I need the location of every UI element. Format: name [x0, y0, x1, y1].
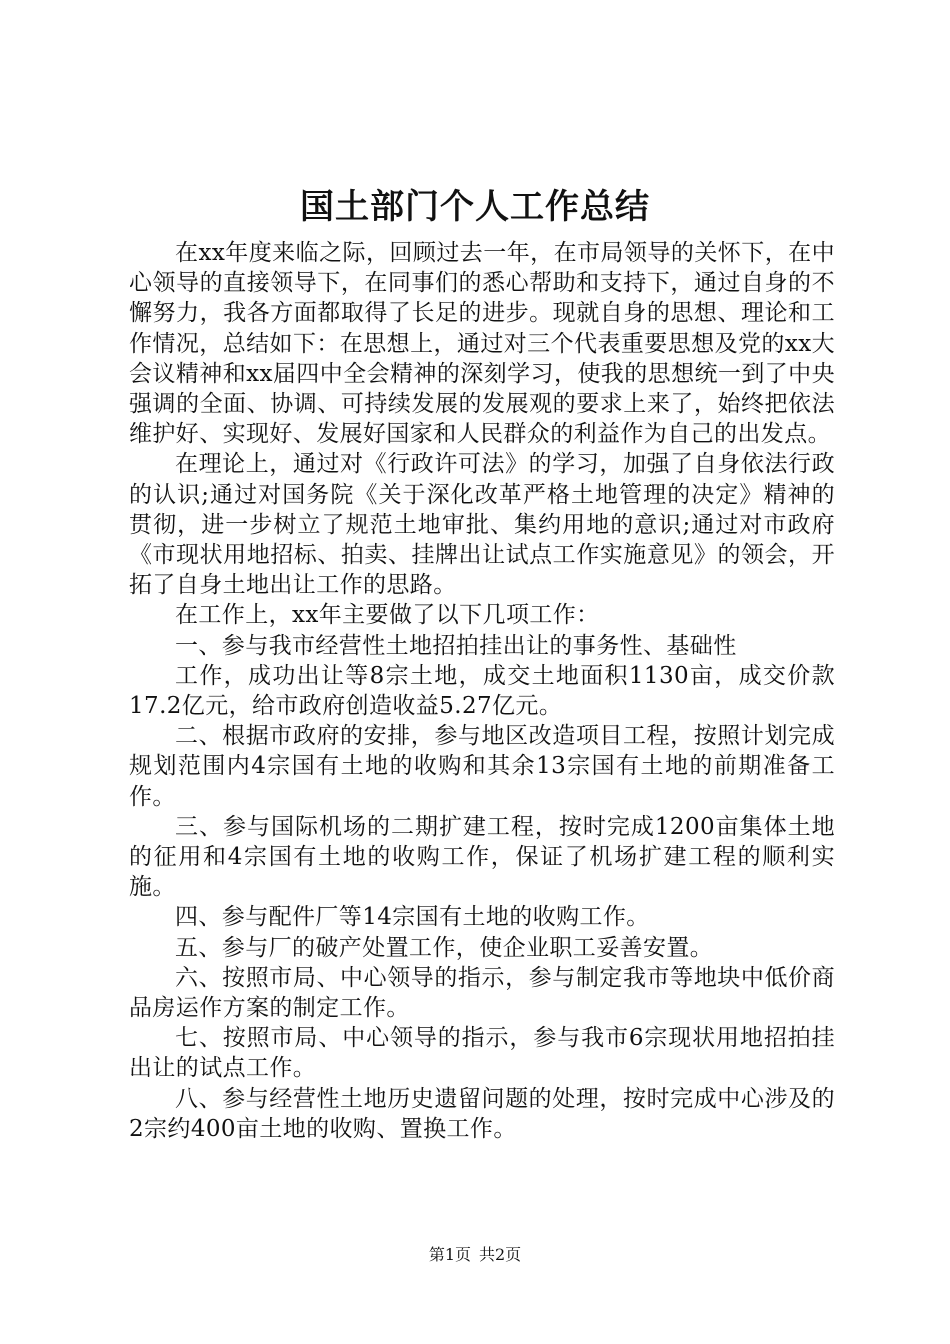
- paragraph-item-1-heading: 一、参与我市经营性土地招拍挂出让的事务性、基础性: [175, 632, 737, 659]
- page-total: 共2页: [479, 1245, 522, 1264]
- paragraph-item-3: 三、参与国际机场的二期扩建工程，按时完成1200亩集体土地的征用和4宗国有土地的收购工作，保证了机场扩建工程的顺利实施。: [129, 813, 835, 901]
- paragraph-item-5: 五、参与厂的破产处置工作，使企业职工妥善安置。: [175, 934, 714, 961]
- document-title: 国土部门个人工作总结: [300, 187, 650, 227]
- paragraph-item-2: 二、根据市政府的安排，参与地区改造项目工程，按照计划完成规划范围内4宗国有土地的收购和其余13宗国有土地的前期准备工作。: [129, 723, 835, 810]
- page-number: 第1页: [428, 1245, 471, 1264]
- paragraph-item-8: 八、参与经营性土地历史遗留问题的处理，按时完成中心涉及的2宗约400亩土地的收购、置换工作。: [129, 1085, 835, 1142]
- paragraph-intro: 在xx年度来临之际，回顾过去一年，在市局领导的关怀下，在中心领导的直接领导下，在同事们的悉心帮助和支持下，通过自身的不懈努力，我各方面都取得了长足的进步。现就自身的思想、理论和工作情况，总结如下：在思想上，通过对三个代表重要思想及党的xx大会议精神和xx届四中全会精神的深刻学习，使我的思想统一到了中央强调的全面、协调、可持续发展的发展观的要求上来了，始终把依法维护好、实现好、发展好国家和人民群众的利益作为自己的出发点。: [129, 240, 835, 448]
- paragraph-work-intro: 在工作上，xx年主要做了以下几项工作：: [175, 602, 600, 629]
- paragraph-item-7: 七、按照市局、中心领导的指示，参与我市6宗现状用地招拍挂出让的试点工作。: [129, 1025, 835, 1082]
- page-footer: [0, 1244, 950, 1266]
- paragraph-item-6: 六、按照市局、中心领导的指示，参与制定我市等地块中低价商品房运作方案的制定工作。: [129, 964, 835, 1022]
- document-body: [129, 238, 835, 1144]
- paragraph-item-1-body: 工作，成功出让等8宗土地，成交土地面积1130亩，成交价款17.2亿元，给市政府创造收益5.27亿元。: [129, 662, 835, 720]
- paragraph-theory: 在理论上，通过对《行政许可法》的学习，加强了自身依法行政的认识;通过对国务院《关于深化改革严格土地管理的决定》精神的贯彻，进一步树立了规范土地审批、集约用地的意识;通过对市政府《市现状用地招标、拍卖、挂牌出让试点工作实施意见》的领会，开拓了自身土地出让工作的思路。: [129, 451, 835, 599]
- paragraph-item-4: 四、参与配件厂等14宗国有土地的收购工作。: [175, 904, 650, 931]
